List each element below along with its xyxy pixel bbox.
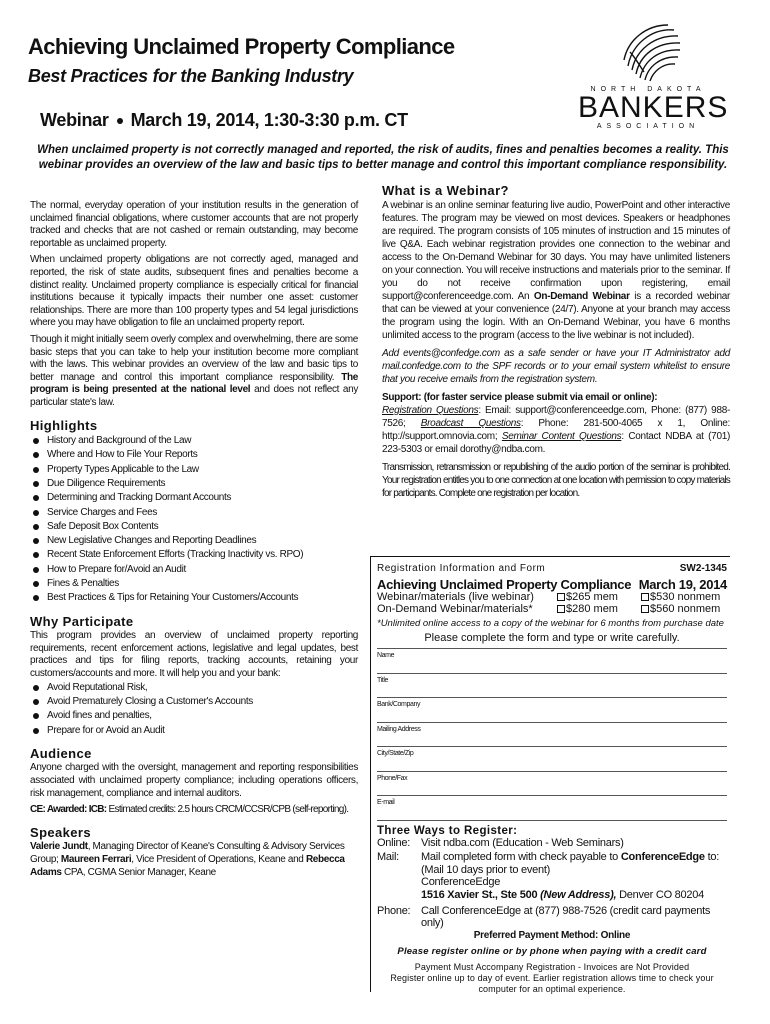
field-label: Bank/Company — [377, 701, 421, 708]
speaker-3-role: CPA, CGMA Senior Manager, Keane — [61, 866, 216, 878]
webinar-date: March 19, 2014, 1:30-3:30 p.m. CT — [130, 110, 408, 130]
payment-note — [377, 962, 727, 995]
online-text[interactable]: Visit ndba.com (Education - Web Seminars) — [421, 836, 624, 849]
document-title: Achieving Unclaimed Property Compliance — [28, 34, 455, 59]
form-field-phone-fax[interactable] — [377, 772, 727, 797]
checkbox-nonmember-ondemand[interactable] — [641, 605, 649, 613]
intro-statement: When unclaimed property is not correctly managed and reported, the risk of audits, fines and penalties becomes a reality. This webinar provides an overview of the law and basic tips to better manage and control this important compliance responsibility. — [37, 144, 729, 171]
ce-credits — [30, 804, 358, 817]
highlight-item: History and Background of the Law — [30, 434, 358, 448]
benefit-item: Avoid Prematurely Closing a Customer's Accounts — [30, 695, 358, 709]
left-column — [30, 200, 358, 883]
form-title-row — [377, 577, 727, 592]
register-online-deadline: Register online up to day of event. Earlier registration allows time to check your computer for an optimal experience. — [390, 972, 714, 994]
paragraph-3-text: Though it might initially seem overly complex and overwhelming, there are some basic steps that you can take to help your institution become more compliant with the laws. This webinar provides an overview of the law and basic tips to better manage and control this important compliance responsibility. — [30, 333, 358, 383]
webinar-date-line — [40, 110, 408, 131]
form-instructions: Please complete the form and type or write carefully. — [424, 632, 680, 644]
mail-city: Denver CO 80204 — [619, 888, 705, 901]
form-header — [377, 563, 727, 574]
mail-instruction-end: to: — [707, 851, 720, 864]
form-field-name[interactable] — [377, 649, 727, 674]
speakers-heading: Speakers — [30, 824, 92, 840]
mail-text — [421, 851, 727, 901]
on-demand-description: is a recorded webinar that can be viewed at your convenience (24/7). Anyone at your branch may access the program using the login. With an On-Demand Webinar, you have 6 months unlimited access to the program (access to the live webinar is not included). — [382, 291, 731, 341]
speaker-3-name: Rebecca Adams — [30, 853, 345, 878]
support-heading — [382, 391, 730, 404]
seminar-content-questions-text: : Contact NDBA at (701) 223-5303 or email dorothy@ndba.com. — [382, 431, 731, 455]
form-fields — [377, 648, 727, 821]
what-is-webinar-heading: What is a Webinar? — [382, 183, 509, 198]
phone-method — [377, 905, 727, 930]
webinar-label: Webinar — [40, 110, 109, 130]
ndba-logo — [578, 22, 729, 132]
option-2-member-price: $280 mem — [566, 602, 618, 615]
intro-paragraph-1: The normal, everyday operation of your institution results in the generation of unclaimed financial obligations, where customer accounts that are not properly tracked and checks that are not cashed or remain outstanding, may become reportable as unclaimed property. — [30, 200, 358, 249]
logo-name: BANKERS — [578, 91, 729, 124]
online-method — [377, 837, 727, 849]
form-heading: Registration Information and Form — [377, 563, 546, 574]
price-option-2[interactable] — [377, 604, 727, 616]
what-is-webinar-text — [382, 199, 730, 342]
transmission-notice: Transmission, retransmission or republishing of the audio portion of the seminar is prohibited. Your registration entitles you to one connection at one location with permission to copy materials for participants. Complete one registration per location. — [382, 462, 730, 499]
audience-text: Anyone charged with the oversight, management and reporting responsibilities associated with unclaimed property compliance; including operations officers, risk management, compliance and internal auditors. — [30, 762, 358, 799]
new-address-note: (New Address), — [540, 888, 617, 901]
payment-must-accompany: Payment Must Accompany Registration - Invoices are Not Provided — [414, 961, 690, 972]
support-heading-text: Support: (for faster service please submit via email or online): — [382, 392, 658, 403]
why-participate-heading: Why Participate — [30, 613, 134, 629]
ce-text: Estimated credits: 2.5 hours CRCM/CCSR/CPB (self-reporting). — [108, 804, 349, 816]
why-participate-text: This program provides an overview of unclaimed property reporting requirements, recent enforcement actions, legislative and legal updates, best practices and tips for filing reports, tracking accounts, retaining your customers/accounts and more. It will help you and your bank: — [30, 630, 358, 680]
ce-label: CE: Awarded: ICB: — [30, 804, 107, 816]
support-contacts — [382, 404, 730, 456]
registration-questions-link[interactable]: Registration Questions — [382, 405, 479, 416]
speaker-2-role: , Vice President of Operations, Keane and — [131, 853, 306, 865]
mail-method — [377, 851, 727, 901]
bullet-dot-icon — [117, 118, 123, 124]
webinar-description: A webinar is an online seminar featuring live audio, PowerPoint and other interactive features. The program may be viewed on most devices. Speakers or headphones are required. The program consists of 105 minutes of instruction and 15 minutes of live Q&A. Each webinar registration provides one connection to the webinar and access to the On-Demand Webinar for 30 days. You may have unlimited listeners on your connection. You will receive instructions and materials prior to the seminar. If you do not receive confirmation upon registering, email support@conferenceedge.com. An — [382, 200, 730, 302]
audience-heading: Audience — [30, 745, 92, 761]
phone-label: Phone: — [377, 904, 411, 917]
form-field-bank-company[interactable] — [377, 698, 727, 723]
highlight-item: Safe Deposit Box Contents — [30, 520, 358, 534]
option-1-nonmember-price: $530 nonmem — [650, 591, 721, 603]
option-2-label: On-Demand Webinar/materials* — [377, 602, 533, 615]
highlight-item: How to Prepare for/Avoid an Audit — [30, 563, 358, 577]
logo-bottom-line: ASSOCIATION — [596, 123, 700, 130]
why-participate-list — [30, 681, 358, 738]
speaker-1-name: Valerie Jundt — [30, 841, 88, 853]
form-date: March 19, 2014 — [638, 577, 727, 592]
form-title: Achieving Unclaimed Property Compliance — [377, 577, 632, 592]
form-field-e-mail[interactable] — [377, 796, 727, 821]
field-label: Title — [377, 676, 388, 684]
on-demand-footnote: *Unlimited online access to a copy of the webinar for 6 months from purchase date — [377, 618, 724, 629]
safe-sender-note: Add events@confedge.com as a safe sender or have your IT Administrator add mail.confedge.com to the SPF records or to your email system whitelist to ensure that you receive emails from the registration system. — [382, 348, 730, 385]
mail-deadline: (Mail 10 days prior to event) — [421, 863, 551, 876]
national-level-note: The program is being presented at the national level — [30, 371, 358, 396]
highlight-item: Best Practices & Tips for Retaining Your Customers/Accounts — [30, 591, 358, 605]
speakers-text — [30, 841, 358, 879]
seminar-content-questions-link[interactable]: Seminar Content Questions — [501, 431, 622, 442]
highlight-item: Determining and Tracking Dormant Accounts — [30, 491, 358, 505]
highlight-item: Where and How to File Your Reports — [30, 448, 358, 462]
option-2-nonmember-price: $560 nonmem — [650, 602, 721, 615]
highlight-item: Recent State Enforcement Efforts (Tracking Inactivity vs. RPO) — [30, 548, 358, 562]
field-label: Phone/Fax — [377, 774, 408, 782]
field-label: E-mail — [377, 799, 395, 806]
highlight-item: Service Charges and Fees — [30, 506, 358, 520]
right-column — [382, 184, 730, 505]
checkbox-member-live[interactable] — [557, 593, 565, 601]
payee-name: ConferenceEdge — [620, 851, 705, 864]
highlights-list — [30, 434, 358, 606]
registration-methods — [377, 825, 727, 995]
form-code: SW2-1345 — [679, 563, 727, 574]
highlight-item: Fines & Penalties — [30, 577, 358, 591]
preferred-payment: Preferred Payment Method: Online — [473, 929, 631, 941]
registration-form — [370, 556, 730, 992]
intro-paragraph-2: When unclaimed property obligations are not correctly aged, managed and reported, the risk of state audits, subsequent fines and penalties become a distinct reality. Unclaimed property compliance is especially critical for financial institutions because it typically impacts their number one asset: customer relationships. There are more than 100 property types and 54 legal jurisdictions where you may have obligation to file an unclaimed property report. — [30, 254, 358, 329]
highlight-item: Due Diligence Requirements — [30, 477, 358, 491]
speaker-1-role: , Managing Director of Keane's Consulting & Advisory Services Group; — [30, 841, 345, 865]
registration-questions-text: : Email: support@conferenceedge.com, Phone: (877) 988-7526; — [382, 405, 730, 429]
option-1-label: Webinar/materials (live webinar) — [377, 591, 534, 603]
broadcast-questions-link[interactable]: Broadcast Questions — [420, 418, 521, 429]
field-label: Mailing Address — [377, 725, 421, 733]
benefit-item: Avoid fines and penalties, — [30, 709, 358, 723]
mail-label: Mail: — [377, 851, 399, 864]
checkbox-nonmember-live[interactable] — [641, 593, 649, 601]
field-label: Name — [377, 652, 395, 659]
checkbox-member-ondemand[interactable] — [557, 605, 565, 613]
speaker-2-name: Maureen Ferrari — [60, 853, 132, 865]
option-1-member-price: $265 mem — [566, 591, 618, 603]
mail-instruction: Mail completed form with check payable to — [421, 851, 619, 864]
online-label: Online: — [377, 836, 411, 849]
bankers-emblem-icon — [618, 22, 684, 84]
benefit-item: Avoid Reputational Risk, — [30, 681, 358, 695]
mail-recipient: ConferenceEdge — [421, 876, 501, 889]
paragraph-3-end: and does not reflect any particular state's law. — [30, 384, 358, 408]
benefit-item: Prepare for or Avoid an Audit — [30, 724, 358, 738]
intro-paragraph-3 — [30, 334, 358, 410]
mail-address: 1516 Xavier St., Ste 500 — [421, 888, 538, 901]
highlight-item: New Legislative Changes and Reporting Deadlines — [30, 534, 358, 548]
on-demand-label: On-Demand Webinar — [533, 291, 630, 302]
broadcast-questions-text: : Phone: 281-500-4065 x 1, Online: http://support.omnovia.com; — [382, 418, 730, 442]
field-label: City/State/Zip — [377, 750, 414, 757]
document-subtitle: Best Practices for the Banking Industry — [28, 66, 354, 86]
highlight-item: Property Types Applicable to the Law — [30, 463, 358, 477]
form-field-city-state-zip[interactable] — [377, 747, 727, 772]
logo-top-line: NORTH DAKOTA — [590, 86, 706, 93]
form-field-mailing-address[interactable] — [377, 723, 727, 748]
highlights-heading: Highlights — [30, 417, 98, 433]
ways-heading: Three Ways to Register: — [377, 824, 518, 837]
register-online-note: Please register online or by phone when paying with a credit card — [397, 946, 707, 958]
form-field-title[interactable] — [377, 674, 727, 699]
phone-text: Call ConferenceEdge at (877) 988-7526 (credit card payments only) — [421, 904, 711, 930]
